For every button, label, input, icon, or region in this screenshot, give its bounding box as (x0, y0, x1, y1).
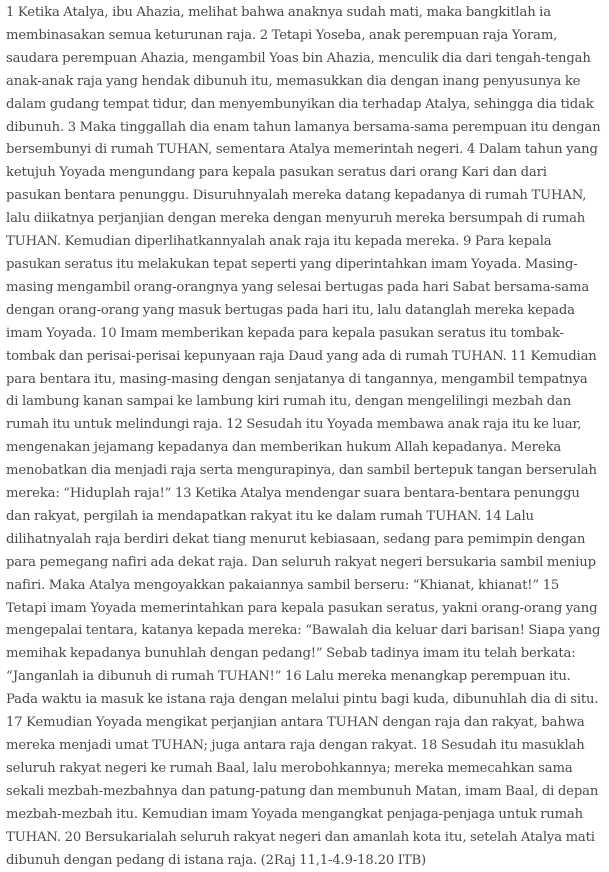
verse-16: 16 Lalu mereka menangkap perempuan itu. Pada waktu ia masuk ke istana raja dengan melalui pintu bagi kuda, dibunuhlah dia di situ. (6, 669, 599, 708)
verse-17: 17 Kemudian Yoyada mengikat perjanjian antara TUHAN dengan raja dan rakyat, bahwa mereka menjadi umat TUHAN; juga antara raja dengan rakyat. (6, 715, 585, 753)
verse-11: 11 Kemudian para bentara itu, masing-masing dengan senjatanya di tangannya, mengambil tempatnya di lambung kanan sampai ke lambung kiri rumah itu, dengan mengelilingi mezbah dan rumah itu untuk melindungi raja. (6, 348, 597, 433)
verse-1: 1 Ketika Atalya, ibu Ahazia, melihat bahwa anaknya sudah mati, maka bangkitlah ia membinasakan semua keturunan raja. (6, 5, 551, 43)
verse-3: 3 Maka tinggallah dia enam tahun lamanya bersama-sama perempuan itu dengan bersembunyi di rumah TUHAN, sementara Atalya memerintah negeri. (6, 119, 601, 158)
verse-9: 9 Para kepala pasukan seratus itu melakukan tepat seperti yang diperintahkan imam Yoyada. Masing-masing mengambil orang-orangnya yang selesai bertugas pada hari Sabat bersama-sama dengan orang-orang yang masuk bertugas pada hari itu, lalu datanglah mereka kepada imam Yoyada. (6, 234, 590, 341)
verse-20: 20 Bersukarialah seluruh rakyat negeri dan amanlah kota itu, setelah Atalya mati dibunuh dengan pedang di istana raja. (6, 829, 595, 868)
verse-4: 4 Dalam tahun yang ketujuh Yoyada mengundang para kepala pasukan seratus dari orang Kari dan dari pasukan bentara penunggu. Disuruhnyalah mereka datang kepadanya di rumah TUHAN, lalu diikatnya perjanjian dengan mereka dengan menyuruh mereka bersumpah di rumah TUHAN. Kemudian diperlihatkannyalah anak raja itu kepada mereka. (6, 142, 598, 250)
verse-13: 13 Ketika Atalya mendengar suara bentara-bentara penunggu dan rakyat, pergilah ia mendapatkan rakyat itu ke dalam rumah TUHAN. (6, 486, 580, 524)
verse-14: 14 Lalu dilihatnyalah raja berdiri dekat tiang menurut kebiasaan, sedang para pemimpin dengan para pemegang nafiri ada dekat raja. Dan seluruh rakyat negeri bersukaria sambil meniup nafiri. Maka Atalya mengoyakkan pakaiannya sambil berseru: “Khianat, khianat!” (6, 508, 596, 593)
verse-12: 12 Sesudah itu Yoyada membawa anak raja itu ke luar, mengenakan jejamang kepadanya dan memberikan hukum Allah kepadanya. Mereka menobatkan dia menjadi raja serta mengurapinya, dan sambil bertepuk tangan berserulah mereka: “Hiduplah raja!” (6, 417, 597, 502)
scripture-passage (6, 2, 603, 872)
citation: (2Raj 11,1-4.9-18.20 ITB) (260, 852, 427, 868)
verse-15: 15 Tetapi imam Yoyada memerintahkan para kepala pasukan seratus, yakni orang-orang yang mengepalai tentara, katanya kepada mereka: “Bawalah dia keluar dari barisan! Siapa yang memihak kepadanya bunuhlah dengan pedang!” Sebab tadinya imam itu telah berkata: “Janganlah ia dibunuh di rumah TUHAN!” (6, 577, 601, 685)
verse-18: 18 Sesudah itu masuklah seluruh rakyat negeri ke rumah Baal, lalu merobohkannya; mereka memecahkan sama sekali mezbah-mezbahnya dan patung-patung dan membunuh Matan, imam Baal, di depan mezbah-mezbah itu. Kemudian imam Yoyada mengangkat penjaga-penjaga untuk rumah TUHAN. (6, 738, 599, 845)
verse-2: 2 Tetapi Yoseba, anak perempuan raja Yoram, saudara perempuan Ahazia, mengambil Yoas bin Ahazia, menculik dia dari tengah-tengah anak-anak raja yang hendak dibunuh itu, memasukkan dia dengan inang penyusunya ke dalam gudang tempat tidur, dan menyembunyikan dia terhadap Atalya, sehingga dia tidak dibunuh. (6, 27, 594, 135)
verse-10: 10 Imam memberikan kepada para kepala pasukan seratus itu tombak-tombak dan perisai-perisai kepunyaan raja Daud yang ada di rumah TUHAN. (6, 325, 564, 364)
